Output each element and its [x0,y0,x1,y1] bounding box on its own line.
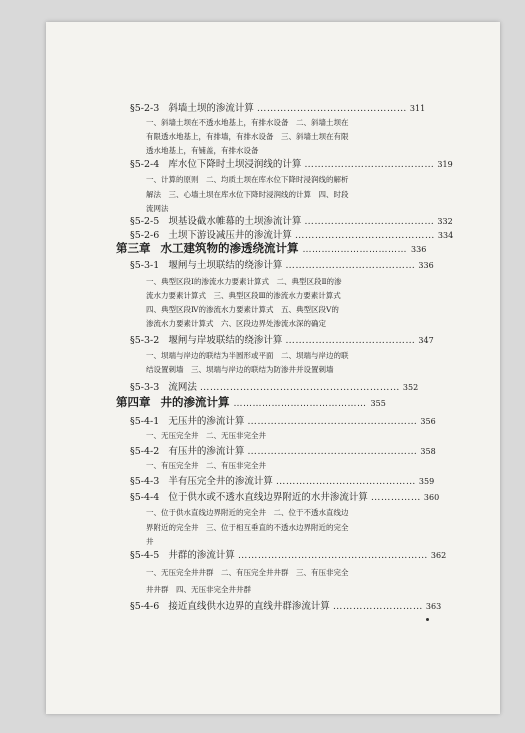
leader-dots: ……………………… [332,601,423,612]
page-number: 319 [437,160,453,169]
page-number: 356 [420,417,436,426]
section-title: 无压井的渗流计算 [168,416,245,427]
page-number: 363 [425,602,442,611]
leader-dots: ………………………………… [285,260,416,271]
leader-dots: …………………………………………………… [199,382,400,393]
section-title: 库水位下降时土坝浸润线的计算 [168,159,302,170]
toc-entry[interactable] [130,489,439,503]
leader-dots: ………………………………… [304,216,435,227]
section-number: §5-4-2 [130,446,160,457]
section-number: §5-3-2 [130,335,160,346]
page-number: 355 [370,399,386,408]
toc-subtopics: 有限透水地基上，有排墙，有排水设备 三、斜墙土坝在有限 [146,132,349,141]
toc-subtopics: 渗流水力要素计算式 六、区段边界处渗流水深的确定 [146,319,326,328]
section-number: §5-2-3 [130,103,160,114]
toc-entry[interactable] [130,227,453,241]
leader-dots: ………………………………… [304,159,435,170]
page-number: 358 [420,447,436,456]
page-number: 359 [418,477,435,486]
toc-entry[interactable] [130,473,434,487]
toc-subtopics: 一、坝端与岸边的联结为半圆形或平面 二、坝端与岸边的联 [146,351,349,360]
section-title: 井群的渗流计算 [168,550,235,561]
page-number: 347 [418,336,434,345]
toc-subtopics: 一、有压完全井 二、有压非完全井 [146,461,266,470]
section-number: §5-4-5 [130,550,160,561]
leader-dots: …………………………………… [294,230,435,241]
toc-subtopics: 界附近的完全井 三、位于相互垂直的不透水边界附近的完全 [146,523,349,532]
section-number: §5-3-1 [130,260,160,271]
toc-subtopics: 一、典型区段Ⅰ的渗流水力要素计算式 二、典型区段Ⅱ的渗 [146,277,342,286]
page-number: 332 [437,217,453,226]
toc-subtopics: 一、无压完全井井群 二、有压完全井井群 三、有压非完全 [146,568,349,577]
section-title: 有压井的渗流计算 [168,446,245,457]
section-number: §5-2-5 [130,216,160,227]
toc-subtopics: 井井群 四、无压非完全井井群 [146,585,251,594]
section-number: §5-4-4 [130,492,160,503]
leader-dots: …………………………………… [275,476,416,487]
toc-subtopics: 流水力要素计算式 三、典型区段Ⅲ的渗流水力要素计算式 [146,291,341,300]
toc-subtopics: 一、无压完全井 二、无压非完全井 [146,431,266,440]
section-title: 堰闸与岸坡联结的绕渗计算 [168,335,283,346]
page-number: 334 [437,231,454,240]
chapter-number: 第四章 [116,395,151,409]
leader-dots: ………………………………………………… [237,550,428,561]
leader-dots: …………………………… [302,245,408,255]
toc-entry[interactable] [130,332,434,346]
chapter-title: 水工建筑物的渗透绕流计算 [160,241,299,255]
leader-dots: …………………………………………… [247,416,418,427]
toc-subtopics: 一、计算的原则 二、均质土坝在库水位下降时浸润线的解析 [146,175,349,184]
toc-entry[interactable] [130,547,446,561]
chapter-number: 第三章 [116,241,151,255]
toc-subtopics: 透水地基上，有铺盖，有排水设备 [146,146,259,155]
section-title: 位于供水或不透水直线边界附近的水井渗流计算 [168,492,368,503]
toc-subtopics: 井 [146,537,154,546]
scan-speck [426,618,429,621]
page-number: 311 [409,104,426,113]
toc-entry[interactable] [130,257,434,271]
section-number: §5-2-6 [130,230,160,241]
leader-dots: …………………………………… [233,399,367,409]
page-number: 336 [418,261,434,270]
section-title: 接近直线供水边界的直线井群渗流计算 [168,601,330,612]
toc-entry[interactable] [130,213,453,227]
section-number: §5-4-6 [130,601,160,612]
section-title: 堰闸与土坝联结的绕渗计算 [168,260,283,271]
section-number: §5-3-3 [130,382,160,393]
toc-subtopics: 一、斜墙土坝在不透水地基上，有排水设备 二、斜墙土坝在 [146,118,349,127]
section-title: 斜墙土坝的渗流计算 [168,103,254,114]
section-number: §5-2-4 [130,159,160,170]
toc-subtopics: 四、典型区段Ⅳ的渗流水力要素计算式 五、典型区段Ⅴ的 [146,305,339,314]
page-number: 336 [411,245,427,254]
toc-entry[interactable] [130,598,441,612]
toc-entry[interactable] [130,156,453,170]
leader-dots: …………… [370,492,421,503]
leader-dots: ………………………………… [285,335,416,346]
toc-entry[interactable] [130,379,418,393]
toc-entry[interactable] [130,413,436,427]
toc-subtopics: 结设置刺墙 三、坝端与岸边的联结为防渗井并设置刺墙 [146,365,334,374]
page-number: 360 [423,493,440,502]
page-number: 362 [430,551,447,560]
section-number: §5-4-1 [130,416,160,427]
toc-subtopics: 一、位于供水直线边界附近的完全井 二、位于不透水直线边 [146,508,349,517]
page-number: 352 [402,383,419,392]
chapter-title: 井的渗流计算 [160,395,230,409]
book-page [46,22,500,714]
section-title: 半有压完全井的渗流计算 [168,476,273,487]
toc-entry[interactable] [130,443,436,457]
leader-dots: ……………………………………… [256,103,407,114]
section-title: 流网法 [168,382,197,393]
toc-chapter[interactable] [116,240,426,256]
toc-subtopics: 解法 三、心墙土坝在库水位下降时浸润线的计算 四、时段 [146,190,349,199]
section-number: §5-4-3 [130,476,160,487]
toc-chapter[interactable] [116,394,386,410]
section-title: 土坝下游设减压井的渗流计算 [168,230,292,241]
leader-dots: …………………………………………… [247,446,418,457]
toc-subtopics: 流网法 [146,204,169,213]
toc-entry[interactable] [130,100,425,114]
section-title: 坝基设截水帷幕的土坝渗流计算 [168,216,302,227]
